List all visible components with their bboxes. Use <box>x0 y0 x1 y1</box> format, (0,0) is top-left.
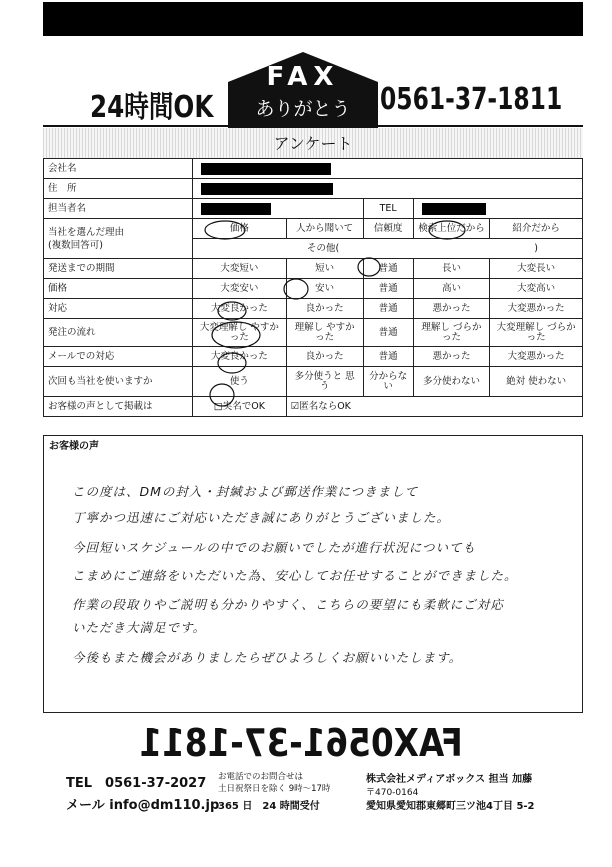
reason-opt: 検索上位だから <box>413 219 490 239</box>
handling-opt: 大変良かった <box>193 299 287 319</box>
voice-line: この度は、DMの封入・封緘および郵送作業につきまして <box>72 484 419 499</box>
publish-realname-checkbox[interactable]: □実名でOK <box>193 397 287 417</box>
flow-opt: 理解し づらかった <box>413 319 490 347</box>
footer-hours2: 土日祝祭日を除く 9時〜17時 <box>218 784 331 794</box>
tel-label: TEL <box>363 199 413 219</box>
price-opt: 大変安い <box>193 279 287 299</box>
circle-mark <box>218 353 246 373</box>
period-label: 発送までの期間 <box>44 259 193 279</box>
voice-line: いただき大満足です。 <box>72 620 207 635</box>
period-opt: 長い <box>413 259 490 279</box>
header-thanks: ありがとう <box>255 98 351 120</box>
price-opt: 安い <box>286 279 363 299</box>
mail-label: メールでの対応 <box>44 347 193 367</box>
reason-opt: 紹介だから <box>490 219 583 239</box>
header-fax: FAX <box>266 62 340 92</box>
reason-opt: 価格 <box>193 219 287 239</box>
mail-opt: 良かった <box>286 347 363 367</box>
reason-opt: 人から聞いて <box>286 219 363 239</box>
survey-title: アンケート <box>273 134 353 153</box>
period-opt: 普通 <box>363 259 413 279</box>
flow-opt: 大変理解し やすかった <box>193 319 287 347</box>
customer-voice-title: お客様の声 <box>49 441 99 452</box>
footer-hours3: 365 日 24 時間受付 <box>218 801 320 812</box>
next-opt: 分からない <box>363 367 413 397</box>
circle-mark <box>284 279 308 299</box>
footer-zip: 〒470-0164 <box>366 788 419 798</box>
price-opt: 高い <box>413 279 490 299</box>
price-opt: 普通 <box>363 279 413 299</box>
next-opt: 絶対 使わない <box>490 367 583 397</box>
handling-opt: 大変悪かった <box>490 299 583 319</box>
flow-label: 発注の流れ <box>44 319 193 347</box>
voice-line: こまめにご連絡をいただいた為、安心してお任せすることができました。 <box>72 568 518 583</box>
period-opt: 大変長い <box>490 259 583 279</box>
footer-mail: メール info@dm110.jp <box>66 798 220 813</box>
handling-opt: 普通 <box>363 299 413 319</box>
circle-mark <box>205 221 245 239</box>
mail-opt: 大変悪かった <box>490 347 583 367</box>
period-opt: 大変短い <box>193 259 287 279</box>
next-label: 次回も当社を使いますか <box>44 367 193 397</box>
next-opt: 多分使わない <box>413 367 490 397</box>
circle-mark <box>429 221 465 239</box>
period-opt: 短い <box>286 259 363 279</box>
company-label: 会社名 <box>44 159 193 179</box>
footer-hours1: お電話でのお問合せは <box>218 772 304 782</box>
publish-anonymous-checkbox[interactable]: ☑匿名ならOK <box>286 397 582 417</box>
handling-label: 対応 <box>44 299 193 319</box>
voice-line: 今回短いスケジュールの中でのお願いでしたが進行状況についても <box>72 540 477 555</box>
circle-mark <box>212 322 260 348</box>
handling-opt: 良かった <box>286 299 363 319</box>
address-label: 住 所 <box>44 179 193 199</box>
next-opt: 多分使うと 思う <box>286 367 363 397</box>
footer-tel: TEL 0561-37-2027 <box>66 776 207 791</box>
flow-opt: 大変理解し づらかった <box>490 319 583 347</box>
handling-opt: 悪かった <box>413 299 490 319</box>
voice-line: 今後もまた機会がありましたらぜひよろしくお願いいたします。 <box>72 650 463 665</box>
circle-mark <box>210 384 234 406</box>
next-opt: 使う <box>193 367 287 397</box>
flow-opt: 理解し やすかった <box>286 319 363 347</box>
voice-line: 丁寧かつ迅速にご対応いただき誠にありがとうございました。 <box>72 510 451 525</box>
header-fax-number: 0561-37-1811 <box>380 82 563 117</box>
reason-label: 当社を選んだ理由 (複数回答可) <box>44 219 193 259</box>
publish-label: お客様の声として掲載は <box>44 397 193 417</box>
voice-line: 作業の段取りやご説明も分かりやすく、こちらの要望にも柔軟にご対応 <box>72 597 504 612</box>
reason-other: その他( ) <box>193 239 583 259</box>
footer-address: 愛知県愛知郡東郷町三ツ池4丁目 5-2 <box>366 801 535 812</box>
mail-opt: 大変良かった <box>193 347 287 367</box>
header-24h: 24時間OK <box>90 90 214 125</box>
price-opt: 大変高い <box>490 279 583 299</box>
flow-opt: 普通 <box>363 319 413 347</box>
contact-label: 担当者名 <box>44 199 193 219</box>
circle-mark <box>218 302 246 320</box>
reason-opt: 信頼度 <box>363 219 413 239</box>
circle-mark <box>358 258 380 276</box>
price-label: 価格 <box>44 279 193 299</box>
mail-opt: 普通 <box>363 347 413 367</box>
mail-opt: 悪かった <box>413 347 490 367</box>
mirrored-fax-number: FAX0561-37-1811 <box>139 721 463 765</box>
footer-company: 株式会社メディアボックス 担当 加藤 <box>366 774 533 785</box>
